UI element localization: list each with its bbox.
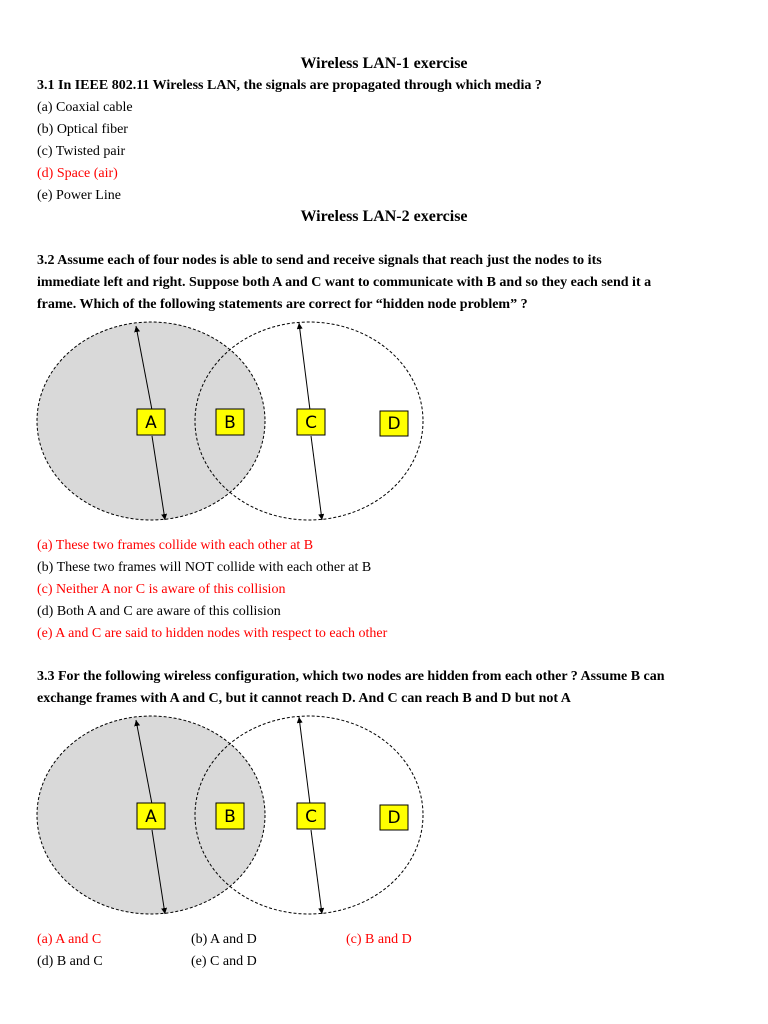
q31-option-e: (e) Power Line [37, 188, 121, 203]
question-3-3-line2: exchange frames with A and C, but it cannot reach D. And C can reach B and D but not A [37, 691, 571, 706]
q32-option-c: (c) Neither A nor C is aware of this collision [37, 582, 286, 597]
range-arrow-up-c [299, 717, 310, 804]
q32-option-b: (b) These two frames will NOT collide with each other at B [37, 560, 372, 575]
question-3-1: 3.1 In IEEE 802.11 Wireless LAN, the signals are propagated through which media ? [37, 78, 542, 93]
node-b [216, 409, 244, 435]
node-d [380, 805, 408, 830]
node-d-label: D [387, 808, 401, 828]
node-b-label: B [224, 413, 236, 433]
q31-option-d: (d) Space (air) [37, 166, 118, 181]
q31-option-b: (b) Optical fiber [37, 122, 128, 137]
node-b [216, 803, 244, 829]
q33-option-d: (d) B and C [37, 954, 103, 969]
question-3-2-line2: immediate left and right. Suppose both A and C want to communicate with B and so they each send it a [37, 275, 652, 290]
q33-option-e: (e) C and D [191, 954, 257, 969]
q31-option-c: (c) Twisted pair [37, 144, 126, 159]
node-a-label: A [145, 413, 157, 433]
hidden-node-diagram-1 [30, 318, 430, 528]
q32-option-a: (a) These two frames collide with each other at B [37, 538, 314, 553]
q31-option-a: (a) Coaxial cable [37, 100, 133, 115]
section1-title: Wireless LAN-1 exercise [300, 55, 468, 72]
node-d-label: D [387, 414, 401, 434]
q33-option-c: (c) B and D [346, 932, 412, 947]
question-3-2-line1: 3.2 Assume each of four nodes is able to send and receive signals that reach just the nodes to its [37, 253, 602, 268]
node-c-label: C [305, 413, 317, 433]
node-d [380, 411, 408, 436]
q32-option-e: (e) A and C are said to hidden nodes with respect to each other [37, 626, 388, 641]
node-a [137, 409, 165, 435]
q32-option-d: (d) Both A and C are aware of this collision [37, 604, 281, 619]
range-arrow-up-c [299, 323, 310, 410]
range-arrow-down-c [311, 830, 322, 914]
q33-option-b: (b) A and D [191, 932, 257, 947]
node-c [297, 409, 325, 435]
section2-title: Wireless LAN-2 exercise [300, 208, 468, 225]
q33-option-a: (a) A and C [37, 932, 102, 947]
node-b-label: B [224, 807, 236, 827]
question-3-3-line1: 3.3 For the following wireless configuration, which two nodes are hidden from each other ? Assume B can [37, 669, 665, 684]
question-3-2-line3: frame. Which of the following statements are correct for “hidden node problem” ? [37, 297, 528, 312]
hidden-node-diagram-2 [30, 712, 430, 922]
node-c [297, 803, 325, 829]
node-c-label: C [305, 807, 317, 827]
range-arrow-down-c [311, 436, 322, 520]
node-a [137, 803, 165, 829]
node-a-label: A [145, 807, 157, 827]
